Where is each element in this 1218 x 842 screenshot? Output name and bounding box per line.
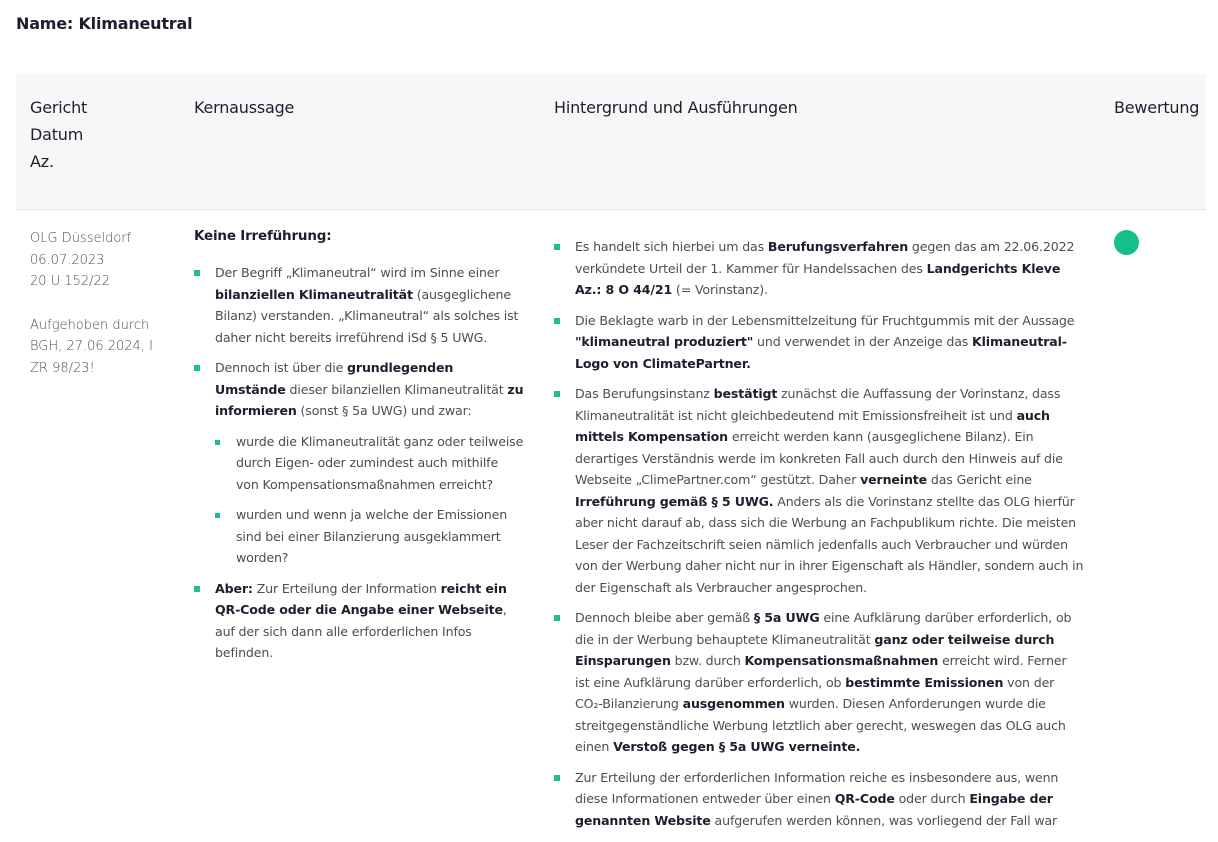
text: (sonst § 5a UWG) und zwar:: [296, 403, 472, 418]
overruled-note-line: Aufgehoben durch: [30, 317, 150, 333]
bold-text: Landgerichts Kleve Az.: 8 O 44/21: [575, 260, 1061, 297]
page-title: Name: Klimaneutral: [16, 14, 193, 33]
text: erreicht werden kann (ausgeglichene Bilanz). Ein derartiges Verständnis werde im konkreten Fall auch durch den Hinweis auf die Webseite „ClimePartner.com“ gestützt. Daher: [575, 429, 1063, 487]
rating-cell: [1114, 230, 1139, 255]
text: von der CO₂-Bilanzierung: [575, 674, 1055, 711]
text: Dennoch ist über die: [215, 360, 348, 375]
text: erreicht wird. Ferner ist eine Aufklärung darüber erforderlich, ob: [575, 653, 1067, 690]
background-item: [554, 767, 1084, 832]
bold-text: § 5a UWG: [753, 610, 820, 625]
text: aufgerufen werden können, was vorliegend der Fall war: [710, 812, 1058, 828]
core-statement-subitem: wurden und wenn ja welche der Emissionen sind bei einer Bilanzierung ausgeklammert worden?: [215, 504, 524, 569]
header-court: Gericht: [30, 98, 88, 117]
header-core-statement: Kernaussage: [194, 98, 295, 117]
text: dieser bilanziellen Klimaneutralität: [285, 381, 508, 397]
text: zunächst die Auffassung der Vorinstanz, dass Klimaneutralität ist nicht gleichbedeutend mit Emissionsfreiheit ist und: [575, 386, 1061, 423]
bold-text: Aber:: [215, 580, 253, 596]
bold-text: ganz oder teilweise durch Einsparungen: [575, 631, 1055, 668]
text: Das Berufungsinstanz: [575, 386, 714, 401]
text: Die Beklagte warb in der Lebensmittelzeitung für Fruchtgummis mit der Aussage: [575, 312, 1075, 328]
bold-text: zu informieren: [215, 381, 524, 418]
overruled-note: [30, 315, 180, 380]
text: , auf der sich dann alle erforderlichen Infos befinden.: [215, 602, 507, 660]
bold-text: Irreführung gemäß § 5 UWG.: [575, 493, 774, 509]
text: Zur Erteilung der Information: [252, 580, 441, 596]
text: Anders als die Vorinstanz stellte das OLG hierfür aber nicht darauf ab, dass sich die Werbung an Fachpublikum richte. Die meisten Leser der Fachzeitschrift seien nämlich jedenfalls auch Verbraucher und würden von der Werbung daher nicht nur in ihrer Eigenschaft als Händler, sondern auch in der Eigenschaft als Verbraucher angesprochen.: [575, 493, 1084, 595]
bold-text: verneinte: [860, 472, 928, 487]
core-statement-subitem: wurde die Klimaneutralität ganz oder teilweise durch Eigen- oder zumindest auch mithilfe von Kompensationsmaßnahmen erreicht?: [215, 431, 524, 496]
core-statement-item: [194, 262, 524, 348]
bold-text: Eingabe der genannten Website: [575, 791, 1053, 828]
text: das Gericht eine: [927, 472, 1032, 487]
case-number: 20 U 152/22: [30, 274, 111, 289]
court-name: OLG Düsseldorf: [30, 231, 132, 246]
core-statement-item: [194, 578, 524, 664]
core-statement-list: [194, 262, 524, 664]
overruled-note-line: ZR 98/23!: [30, 360, 95, 376]
bold-text: bestätigt: [713, 386, 778, 401]
background-item: [554, 310, 1084, 375]
bold-text: QR-Code: [834, 791, 895, 806]
text: (ausgeglichene Bilanz) verstanden. „Klimaneutral“ als solches ist daher nicht bereits irreführend iSd § 5 UWG.: [215, 286, 519, 345]
green-circle-icon: [1114, 230, 1139, 255]
text: Dennoch bleibe aber gemäß: [575, 610, 754, 625]
bold-text: ausgenommen: [682, 696, 785, 711]
bold-text: reicht ein QR-Code oder die Angabe einer Webseite: [215, 580, 507, 617]
text: gegen das am 22.06.2022 verkündete Urteil der 1. Kammer für Handelssachen des: [575, 239, 1075, 276]
text: bzw. durch: [670, 653, 745, 668]
background-item: [554, 607, 1084, 758]
text: eine Aufklärung darüber erforderlich, ob die in der Werbung behauptete Klimaneutralität: [575, 610, 1072, 647]
header-background: Hintergrund und Ausführungen: [554, 98, 798, 117]
core-statement-item: [194, 357, 524, 569]
background-item: [554, 383, 1084, 598]
court-info: [30, 228, 180, 293]
header-rating: Bewertung: [1114, 98, 1200, 117]
text: und verwendet in der Anzeige das: [753, 334, 973, 349]
text: (= Vorinstanz).: [672, 282, 768, 297]
court-decisions-table: [16, 74, 1206, 828]
bold-text: bestimmte Emissionen: [845, 674, 1004, 690]
background-cell: [554, 236, 1084, 840]
text: Der Begriff „Klimaneutral“ wird im Sinne einer: [215, 265, 500, 280]
core-statement-sublist: [215, 431, 524, 569]
bold-text: bilanziellen Klimaneutralität: [215, 286, 413, 302]
table-header: [16, 74, 1206, 210]
text: wurden. Diesen Anforderungen wurde die streitgegenständliche Werbung letztlich aber gerecht, weswegen das OLG auch einen: [575, 696, 1066, 754]
core-heading: Keine Irreführung:: [194, 228, 332, 244]
background-list: [554, 236, 1084, 831]
background-item: [554, 236, 1084, 301]
bold-text: auch mittels Kompensation: [575, 407, 1050, 444]
bold-text: "klimaneutral produziert": [575, 334, 754, 349]
header-date: Datum: [30, 125, 84, 144]
core-statement-cell: [194, 228, 524, 673]
bold-text: Verstoß gegen § 5a UWG verneinte.: [613, 739, 861, 754]
court-cell: [30, 228, 180, 401]
overruled-note-line: BGH, 27.06.2024, I: [30, 339, 153, 354]
bold-text: Kompensationsmaßnahmen: [744, 653, 939, 668]
header-az: Az.: [30, 152, 54, 171]
text: Es handelt sich hierbei um das: [575, 239, 768, 254]
bold-text: grundlegenden Umstände: [215, 360, 454, 397]
header-court-date-az: [30, 94, 87, 175]
text: oder durch: [894, 791, 970, 806]
bold-text: Klimaneutral-Logo von ClimatePartner.: [575, 334, 1067, 371]
text: Zur Erteilung der erforderlichen Information reiche es insbesondere aus, wenn diese Informationen entweder über einen: [575, 769, 1059, 806]
bold-text: Berufungsverfahren: [767, 239, 909, 254]
decision-date: 06.07.2023: [30, 252, 105, 268]
